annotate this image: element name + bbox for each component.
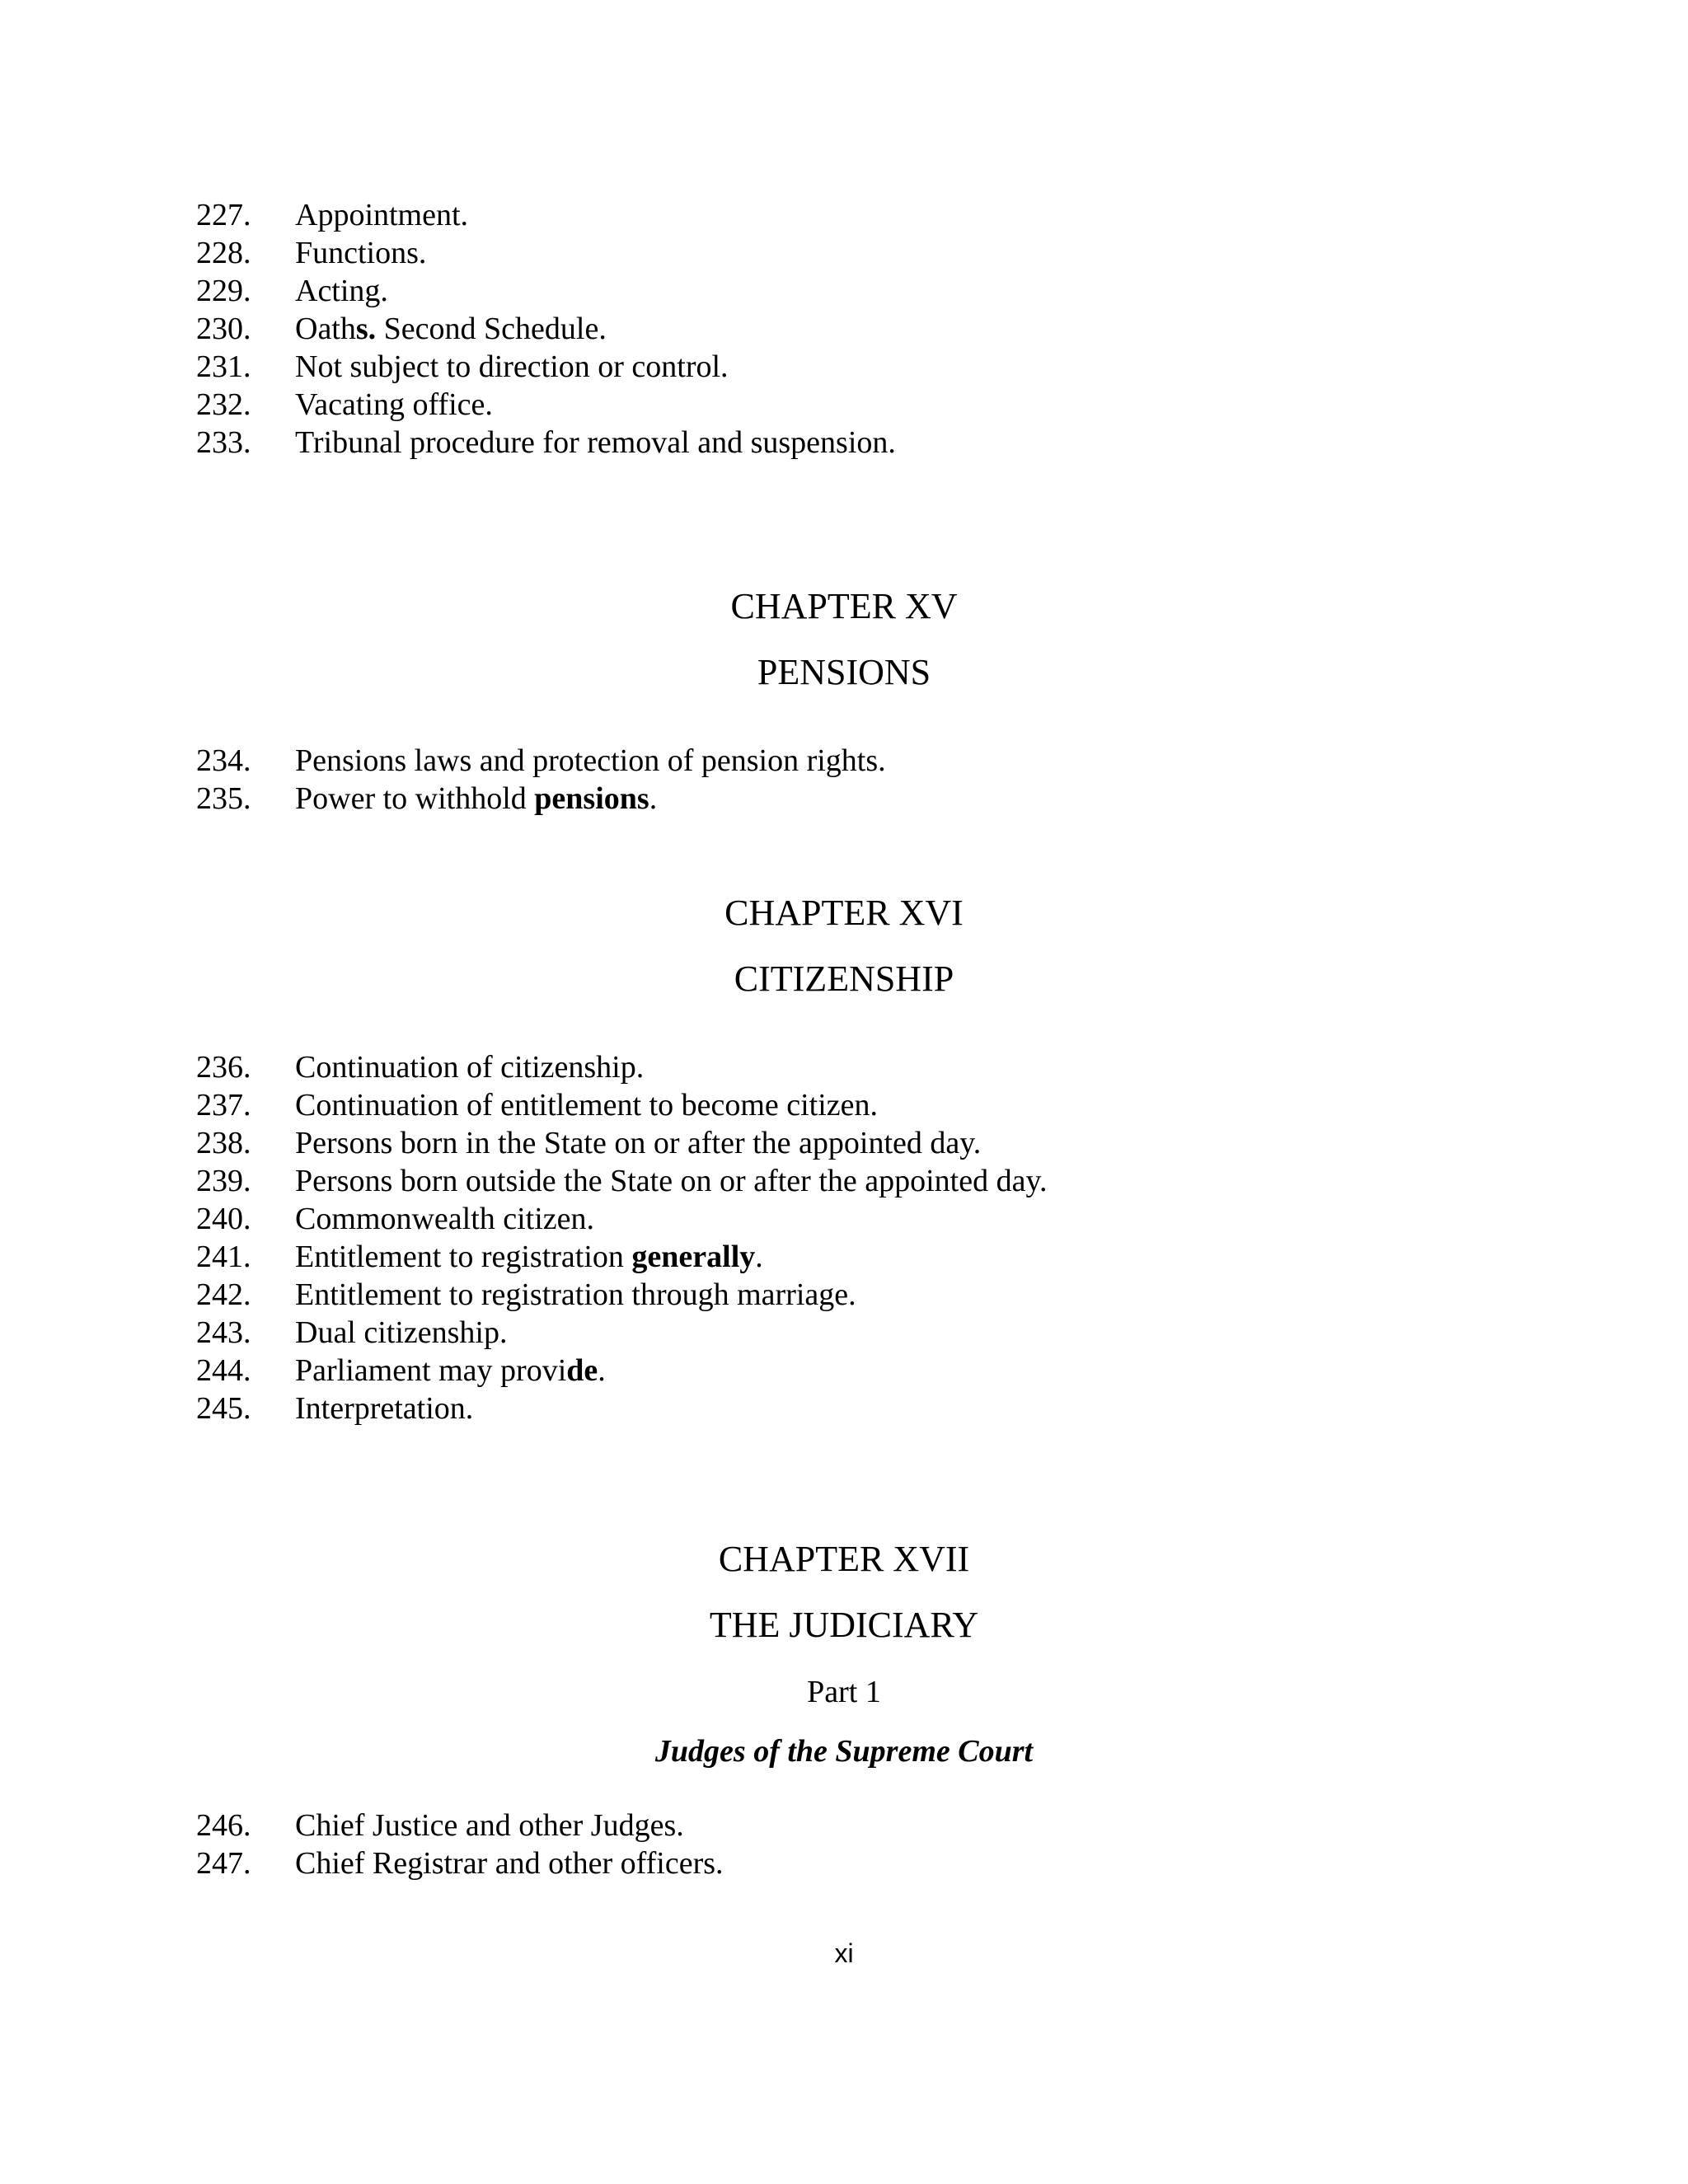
toc-entry	[0, 1314, 1688, 1353]
section-number: 245.	[196, 1391, 251, 1426]
section-number: 227.	[196, 198, 251, 232]
section-title: Commonwealth citizen.	[295, 1202, 595, 1236]
toc-entry	[0, 1276, 1688, 1315]
toc-entry	[0, 1844, 1688, 1884]
toc-entry	[0, 1807, 1688, 1846]
toc-entry	[0, 1048, 1688, 1088]
section-title: Oaths. Second Schedule.	[295, 312, 607, 346]
section-title: Persons born in the State on or after the appointed day.	[295, 1126, 982, 1160]
toc-entry	[0, 1124, 1688, 1164]
chapter-title: PENSIONS	[757, 652, 931, 692]
section-title: Entitlement to registration through marriage.	[295, 1277, 856, 1312]
section-number: 239.	[196, 1164, 251, 1198]
section-title: Entitlement to registration generally.	[295, 1240, 763, 1274]
section-title: Pensions laws and protection of pension rights.	[295, 743, 886, 778]
toc-entry	[0, 272, 1688, 312]
section-title: Persons born outside the State on or after the appointed day.	[295, 1164, 1048, 1198]
toc-entry	[0, 386, 1688, 425]
toc-entry	[0, 310, 1688, 349]
toc-entry	[0, 780, 1688, 819]
toc-entry	[0, 196, 1688, 236]
section-number: 231.	[196, 349, 251, 384]
toc-entry	[0, 742, 1688, 781]
section-number: 234.	[196, 743, 251, 778]
section-title: Acting.	[295, 274, 388, 308]
section-title: Appointment.	[295, 198, 469, 232]
section-number: 230.	[196, 312, 251, 346]
toc-entry	[0, 234, 1688, 274]
toc-entry	[0, 424, 1688, 463]
section-number: 233.	[196, 425, 251, 460]
chapter-title: THE JUDICIARY	[709, 1605, 979, 1645]
section-title: Power to withhold pensions.	[295, 781, 658, 816]
section-title: Not subject to direction or control.	[295, 349, 729, 384]
toc-entry	[0, 1390, 1688, 1429]
section-number: 247.	[196, 1846, 251, 1881]
chapter-label: CHAPTER XVII	[718, 1539, 970, 1579]
section-number: 228.	[196, 236, 251, 270]
toc-entry	[0, 348, 1688, 387]
toc-entry	[0, 1352, 1688, 1391]
section-number: 236.	[196, 1050, 251, 1085]
chapter-title: CITIZENSHIP	[734, 958, 954, 999]
toc-entry	[0, 1086, 1688, 1126]
page-number: xi	[834, 1938, 854, 1968]
section-title: Parliament may provide.	[295, 1353, 606, 1388]
toc-entry	[0, 1162, 1688, 1202]
section-number: 246.	[196, 1808, 251, 1843]
section-number: 241.	[196, 1240, 251, 1274]
section-number: 242.	[196, 1277, 251, 1312]
section-title: Vacating office.	[295, 387, 493, 422]
section-title: Tribunal procedure for removal and suspension.	[295, 425, 896, 460]
section-title: Chief Justice and other Judges.	[295, 1808, 684, 1843]
chapter-label: CHAPTER XVI	[724, 893, 964, 933]
toc-entry	[0, 1200, 1688, 1240]
part-label: Part 1	[807, 1675, 881, 1709]
section-number: 240.	[196, 1202, 251, 1236]
section-number: 237.	[196, 1088, 251, 1122]
part-title: Judges of the Supreme Court	[654, 1734, 1034, 1769]
section-number: 238.	[196, 1126, 251, 1160]
section-title: Continuation of citizenship.	[295, 1050, 645, 1085]
chapter-label: CHAPTER XV	[730, 586, 958, 626]
section-title: Dual citizenship.	[295, 1315, 508, 1350]
section-number: 243.	[196, 1315, 251, 1350]
section-title: Continuation of entitlement to become citizen.	[295, 1088, 879, 1122]
toc-entry	[0, 1238, 1688, 1277]
section-title: Interpretation.	[295, 1391, 474, 1426]
section-number: 232.	[196, 387, 251, 422]
section-number: 244.	[196, 1353, 251, 1388]
section-number: 229.	[196, 274, 251, 308]
section-title: Functions.	[295, 236, 427, 270]
section-title: Chief Registrar and other officers.	[295, 1846, 724, 1881]
section-number: 235.	[196, 781, 251, 816]
